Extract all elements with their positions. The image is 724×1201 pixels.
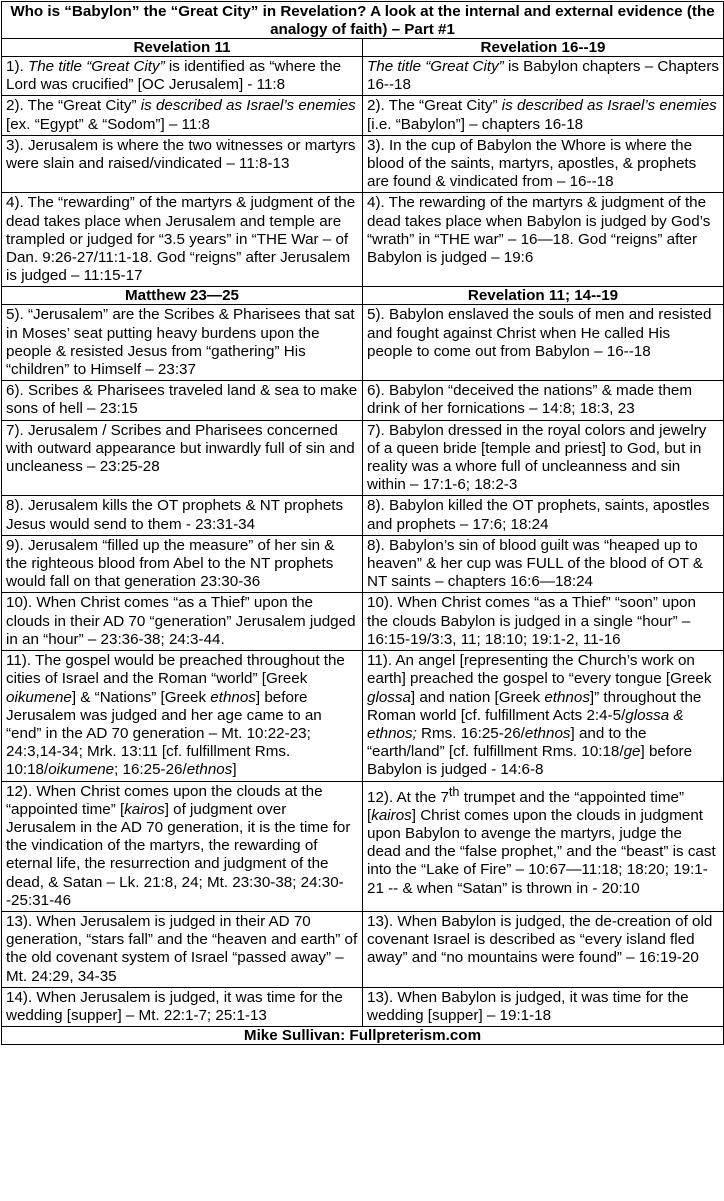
right-cell: 10). When Christ comes “as a Thief” “soon” upon the clouds Babylon is judged in a single “hour” – 16:15-19/3:3, 11; 18:10; 19:1-2, 11-16 <box>363 593 724 651</box>
left-cell: 5). “Jerusalem” are the Scribes & Pharisees that sat in Moses’ seat putting heavy burdens upon the people & resisted Jesus from “gathering” His “children” to Himself – 23:37 <box>2 305 363 381</box>
left-cell: 1). The title “Great City” is identified as “where the Lord was crucified” [OC Jerusalem] - 11:8 <box>2 57 363 96</box>
left-cell: 14). When Jerusalem is judged, it was time for the wedding [supper] – Mt. 22:1-7; 25:1-13 <box>2 987 363 1026</box>
right-cell: 11). An angel [representing the Church’s work on earth] preached the gospel to “every tongue [Greek glossa] and nation [Greek ethnos]” throughout the Roman world [cf. fulfillment Acts 2:4-5/glossa & ethnos; Rms. 16:25-26/ethnos] and to the “earth/land” [cf. fulfillment Rms. 10:18/ge] before Babylon is judged - 14:6-8 <box>363 651 724 781</box>
table-row <box>2 987 724 1026</box>
section-heading-row <box>2 39 724 57</box>
left-cell: 7). Jerusalem / Scribes and Pharisees concerned with outward appearance but inwardly full of sin and uncleaness – 23:25-28 <box>2 420 363 496</box>
table-row <box>2 651 724 781</box>
table-row <box>2 781 724 911</box>
right-cell: 13). When Babylon is judged, the de-creation of old covenant Israel is described as “every island fled away” and “no mountains were found” – 16:19-20 <box>363 911 724 987</box>
table-row <box>2 911 724 987</box>
left-cell: 3). Jerusalem is where the two witnesses or martyrs were slain and raised/vindicated – 11:8-13 <box>2 135 363 193</box>
footer-row <box>2 1027 724 1045</box>
left-column-heading: Matthew 23—25 <box>2 287 363 305</box>
table-row <box>2 593 724 651</box>
section-heading-row <box>2 287 724 305</box>
right-cell: 12). At the 7th trumpet and the “appointed time” [kairos] Christ comes upon the clouds in judgment upon Babylon to avenge the martyrs, judge the dead and the “false prophet,” and the “beast” is cast into the “Lake of Fire” – 10:67—11:18; 18:20; 19:1-21 -- & when “Satan” is thrown in - 20:10 <box>363 781 724 911</box>
right-cell: 13). When Babylon is judged, it was time for the wedding [supper] – 19:1-18 <box>363 987 724 1026</box>
table-row <box>2 496 724 535</box>
right-cell: 8). Babylon’s sin of blood guilt was “heaped up to heaven” & her cup was FULL of the blood of OT & NT saints – chapters 16:6—18:24 <box>363 535 724 593</box>
table-row <box>2 420 724 496</box>
left-cell: 12). When Christ comes upon the clouds at the “appointed time” [kairos] of judgment over Jerusalem in the AD 70 generation, it is the time for the vindication of the martyrs, the rewarding of eternal life, the resurrection and judgment of the dead, & Satan – Lk. 21:8, 24; Mt. 23:30-38; 24:30--25:31-46 <box>2 781 363 911</box>
left-cell: 6). Scribes & Pharisees traveled land & sea to make sons of hell – 23:15 <box>2 381 363 420</box>
right-cell: The title “Great City” is Babylon chapters – Chapters 16--18 <box>363 57 724 96</box>
title-row <box>2 2 724 39</box>
right-cell: 4). The rewarding of the martyrs & judgment of the dead takes place when Babylon is judged by God’s “wrath” in “THE war” – 16—18. God “reigns” after Babylon is judged – 19:6 <box>363 193 724 287</box>
right-cell: 7). Babylon dressed in the royal colors and jewelry of a queen bride [temple and priest] to God, but in reality was a whore full of uncleanness and sin within – 17:1-6; 18:2-3 <box>363 420 724 496</box>
left-column-heading: Revelation 11 <box>2 39 363 57</box>
left-cell: 8). Jerusalem kills the OT prophets & NT prophets Jesus would send to them - 23:31-34 <box>2 496 363 535</box>
right-column-heading: Revelation 11; 14--19 <box>363 287 724 305</box>
table-row <box>2 135 724 193</box>
table-row <box>2 193 724 287</box>
right-cell: 2). The “Great City” is described as Israel’s enemies [i.e. “Babylon”] – chapters 16-18 <box>363 96 724 135</box>
table-row <box>2 305 724 381</box>
footer-credit: Mike Sullivan: Fullpreterism.com <box>2 1027 724 1045</box>
table-row <box>2 381 724 420</box>
right-cell: 5). Babylon enslaved the souls of men and resisted and fought against Christ when He called His people to come out from Babylon – 16--18 <box>363 305 724 381</box>
left-cell: 10). When Christ comes “as a Thief” upon the clouds in their AD 70 “generation” Jerusalem judged in an “hour” – 23:36-38; 24:3-44. <box>2 593 363 651</box>
left-cell: 4). The “rewarding” of the martyrs & judgment of the dead takes place when Jerusalem and temple are trampled or judged for “3.5 years” in “THE War – of Dan. 9:26-27/11:1-18. God “reigns” after Jerusalem is judged – 11:15-17 <box>2 193 363 287</box>
right-cell: 6). Babylon “deceived the nations” & made them drink of her fornications – 14:8; 18:3, 23 <box>363 381 724 420</box>
document-title: Who is “Babylon” the “Great City” in Revelation? A look at the internal and external evidence (the analogy of faith) – Part #1 <box>2 2 724 39</box>
right-cell: 8). Babylon killed the OT prophets, saints, apostles and prophets – 17:6; 18:24 <box>363 496 724 535</box>
right-cell: 3). In the cup of Babylon the Whore is where the blood of the saints, martyrs, apostles, & prophets are found & vindicated from – 16--18 <box>363 135 724 193</box>
comparison-table <box>1 1 724 1045</box>
table-row <box>2 57 724 96</box>
right-column-heading: Revelation 16--19 <box>363 39 724 57</box>
table-row <box>2 96 724 135</box>
left-cell: 9). Jerusalem “filled up the measure” of her sin & the righteous blood from Abel to the NT prophets would fall on that generation 23:30-36 <box>2 535 363 593</box>
left-cell: 2). The “Great City” is described as Israel’s enemies [ex. “Egypt” & “Sodom”] – 11:8 <box>2 96 363 135</box>
table-body <box>2 2 724 1045</box>
left-cell: 11). The gospel would be preached throughout the cities of Israel and the Roman “world” [Greek oikumene] & “Nations” [Greek ethnos] before Jerusalem was judged and her age came to an “end” in the AD 70 generation – Mt. 10:22-23; 24:3,14-34; Mrk. 13:11 [cf. fulfillment Rms. 10:18/oikumene; 16:25-26/ethnos] <box>2 651 363 781</box>
left-cell: 13). When Jerusalem is judged in their AD 70 generation, “stars fall” and the “heaven and earth” of the old covenant system of Israel “passed away” – Mt. 24:29, 34-35 <box>2 911 363 987</box>
table-row <box>2 535 724 593</box>
